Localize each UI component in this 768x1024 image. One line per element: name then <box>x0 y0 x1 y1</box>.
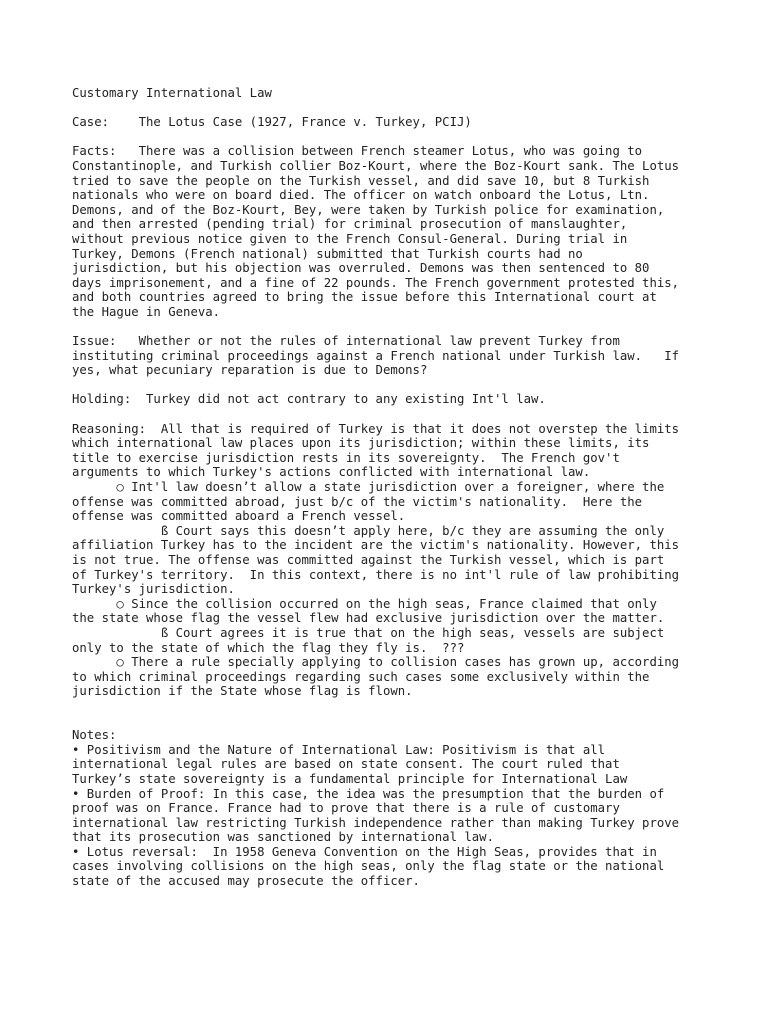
reasoning-line: offense was committed abroad, just b/c of the victim's nationality. Here the <box>72 494 643 509</box>
reasoning-line: to which criminal proceedings regarding such cases some exclusively within the <box>72 669 650 684</box>
spacer <box>72 101 696 116</box>
reasoning-line: ○ There a rule specially applying to collision cases has grown up, according <box>72 655 680 670</box>
notes-section <box>72 728 696 889</box>
reasoning-line: is not true. The offense was committed against the Turkish vessel, which is part <box>72 553 665 567</box>
notes-line: cases involving collisions on the high seas, only the flag state or the national <box>72 859 665 874</box>
spacer <box>72 320 696 335</box>
notes-line: • Positivism and the Nature of International Law: Positivism is that all <box>72 742 606 757</box>
reasoning-line: ○ Int'l law doesn’t allow a state jurisdiction over a foreigner, where the <box>72 480 665 495</box>
spacer <box>72 130 696 145</box>
facts-line: Constantinople, and Turkish collier Boz-Kourt, where the Boz-Kourt sank. The Lotus <box>72 158 680 173</box>
issue-line: Issue: Whether or not the rules of international law prevent Turkey from <box>72 334 620 349</box>
reasoning-line: affiliation Turkey has to the incident are the victim's nationality. However, this <box>72 538 680 553</box>
issue-section <box>72 334 696 378</box>
reasoning-line: ß Court says this doesn’t apply here, b/c they are assuming the only <box>72 523 665 538</box>
notes-line: • Lotus reversal: In 1958 Geneva Convention on the High Seas, provides that in <box>72 844 657 859</box>
reasoning-line: Turkey's jurisdiction. <box>72 582 235 597</box>
case-line: Case: The Lotus Case (1927, France v. Turkey, PCIJ) <box>72 115 472 130</box>
reasoning-line: only to the state of which the flag they fly is. ??? <box>72 640 465 655</box>
reasoning-line: offense was committed aboard a French vessel. <box>72 509 406 524</box>
facts-line: nationals who were on board died. The officer on watch onboard the Lotus, Ltn. <box>72 188 650 203</box>
reasoning-line: title to exercise jurisdiction rests in its sovereignty. The French gov't <box>72 450 620 465</box>
issue-line: yes, what pecuniary reparation is due to Demons? <box>72 363 428 378</box>
notes-line: international law restricting Turkish independence rather than making Turkey prove <box>72 815 680 830</box>
holding-line: Holding: Turkey did not act contrary to any existing Int'l law. <box>72 392 546 407</box>
facts-line: jurisdiction, but his objection was overruled. Demons was then sentenced to 80 <box>72 261 650 276</box>
notes-line: that its prosecution was sanctioned by international law. <box>72 830 494 845</box>
reasoning-line: the state whose flag the vessel flew had exclusive jurisdiction over the matter. <box>72 611 665 626</box>
reasoning-line: jurisdiction if the State whose flag is flown. <box>72 684 413 699</box>
reasoning-line: which international law places upon its jurisdiction; within these limits, its <box>72 436 650 451</box>
notes-line: Notes: <box>72 728 117 743</box>
facts-line: Demons, and of the Boz-Kourt, Bey, were taken by Turkish police for examination, <box>72 202 665 217</box>
facts-line: without previous notice given to the French Consul-General. During trial in <box>72 231 628 246</box>
reasoning-line: of Turkey's territory. In this context, there is no int'l rule of law prohibiting <box>72 567 680 582</box>
document-title: Customary International Law <box>72 86 272 100</box>
facts-line: and both countries agreed to bring the issue before this International court at <box>72 290 657 305</box>
notes-line: proof was on France. France had to prove that there is a rule of customary <box>72 801 620 816</box>
reasoning-line: ß Court agrees it is true that on the high seas, vessels are subject <box>72 625 665 640</box>
issue-line: instituting criminal proceedings against a French national under Turkish law. If <box>72 348 680 363</box>
notes-line: • Burden of Proof: In this case, the idea was the presumption that the burden of <box>72 786 665 801</box>
notes-line: Turkey’s state sovereignty is a fundamental principle for International Law <box>72 771 628 786</box>
facts-line: and then arrested (pending trial) for criminal prosecution of manslaughter, <box>72 217 628 232</box>
reasoning-section <box>72 422 696 699</box>
facts-section <box>72 144 696 319</box>
notes-line: state of the accused may prosecute the officer. <box>72 874 420 889</box>
facts-line: Facts: There was a collision between French steamer Lotus, who was going to <box>72 144 643 159</box>
facts-line: days imprisonement, and a fine of 22 pounds. The French government protested this, <box>72 275 680 290</box>
spacer <box>72 378 696 393</box>
facts-line: tried to save the people on the Turkish vessel, and did save 10, but 8 Turkish <box>72 173 650 188</box>
document-page <box>72 86 696 889</box>
reasoning-line: ○ Since the collision occurred on the high seas, France claimed that only <box>72 596 657 611</box>
facts-line: Turkey, Demons (French national) submitted that Turkish courts had no <box>72 246 583 261</box>
reasoning-line: arguments to which Turkey's actions conflicted with international law. <box>72 465 591 480</box>
spacer <box>72 407 696 422</box>
reasoning-line: Reasoning: All that is required of Turkey is that it does not overstep the limits <box>72 421 680 436</box>
notes-line: international legal rules are based on state consent. The court ruled that <box>72 757 620 772</box>
facts-line: the Hague in Geneva. <box>72 304 221 319</box>
spacer <box>72 699 696 728</box>
